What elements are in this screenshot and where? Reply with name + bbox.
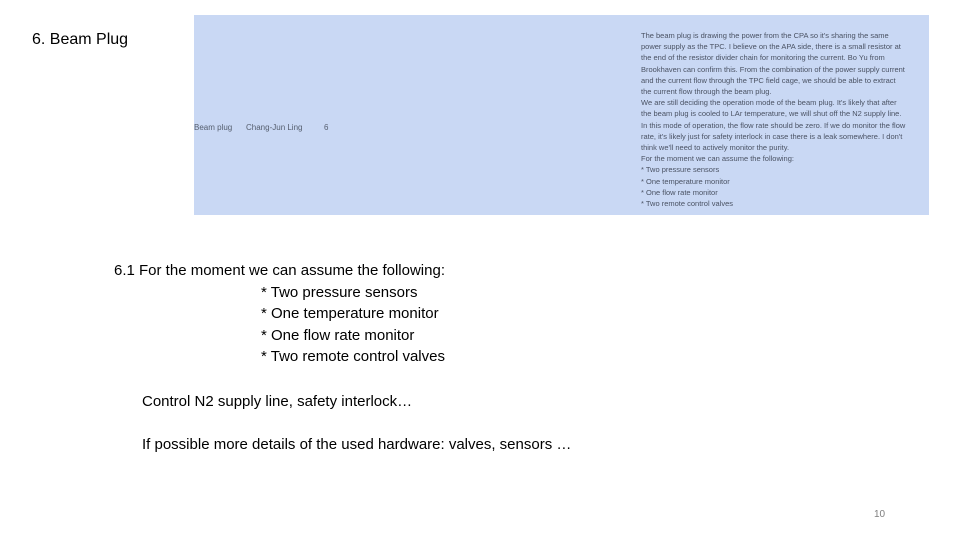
table-cell-item: Beam plug <box>194 123 233 132</box>
note-control: Control N2 supply line, safety interlock… <box>142 393 413 410</box>
comment-line: the end of the resistor divider chain for monitoring the current. Bo Yu from <box>641 53 885 63</box>
comment-line: * One temperature monitor <box>641 176 730 186</box>
comment-line: The beam plug is drawing the power from the CPA so it's sharing the same <box>641 31 889 40</box>
table-cell-number: 6 <box>324 123 329 132</box>
list-item: * One temperature monitor <box>261 305 439 323</box>
comment-line: Brookhaven can confirm this. From the combination of the power supply current <box>641 64 905 74</box>
table-screenshot <box>194 15 929 215</box>
list-item: * One flow rate monitor <box>261 326 415 344</box>
comment-line: For the moment we can assume the following: <box>641 154 794 164</box>
slide-title: 6. Beam Plug <box>32 31 129 48</box>
comment-line: In this mode of operation, the flow rate should be zero. If we do monitor the flow <box>641 120 906 130</box>
comment-line: * Two remote control valves <box>641 199 733 209</box>
list-heading: 6.1 For the moment we can assume the following: <box>114 262 445 279</box>
comment-line: and the current flow through the TPC field cage, we should be able to extract <box>641 75 896 85</box>
assumption-list <box>114 260 445 368</box>
comment-line: the current flow through the beam plug. <box>641 87 772 97</box>
comment-line: * Two pressure sensors <box>641 165 720 175</box>
comment-line: * One flow rate monitor <box>641 187 718 197</box>
comment-line: We are still deciding the operation mode of the beam plug. It's likely that after <box>641 98 897 108</box>
table-cell-owner: Chang-Jun Ling <box>246 123 303 132</box>
comment-line: think we'll need to actively monitor the purity. <box>641 143 790 153</box>
comment-line: the beam plug is cooled to LAr temperature, we will shut off the N2 supply line. <box>641 109 902 119</box>
table-comments <box>641 30 931 209</box>
note-hardware: If possible more details of the used hardware: valves, sensors … <box>142 436 572 453</box>
list-item: * Two pressure sensors <box>261 283 418 301</box>
list-item: * Two remote control valves <box>261 348 445 366</box>
page-number: 10 <box>874 509 886 520</box>
comment-line: power supply as the TPC. I believe on the APA side, there is a small resistor at <box>641 42 901 52</box>
comment-line: rate, it's likely just for safety interlock in case there is a leak somewhere. I don't <box>641 131 903 141</box>
